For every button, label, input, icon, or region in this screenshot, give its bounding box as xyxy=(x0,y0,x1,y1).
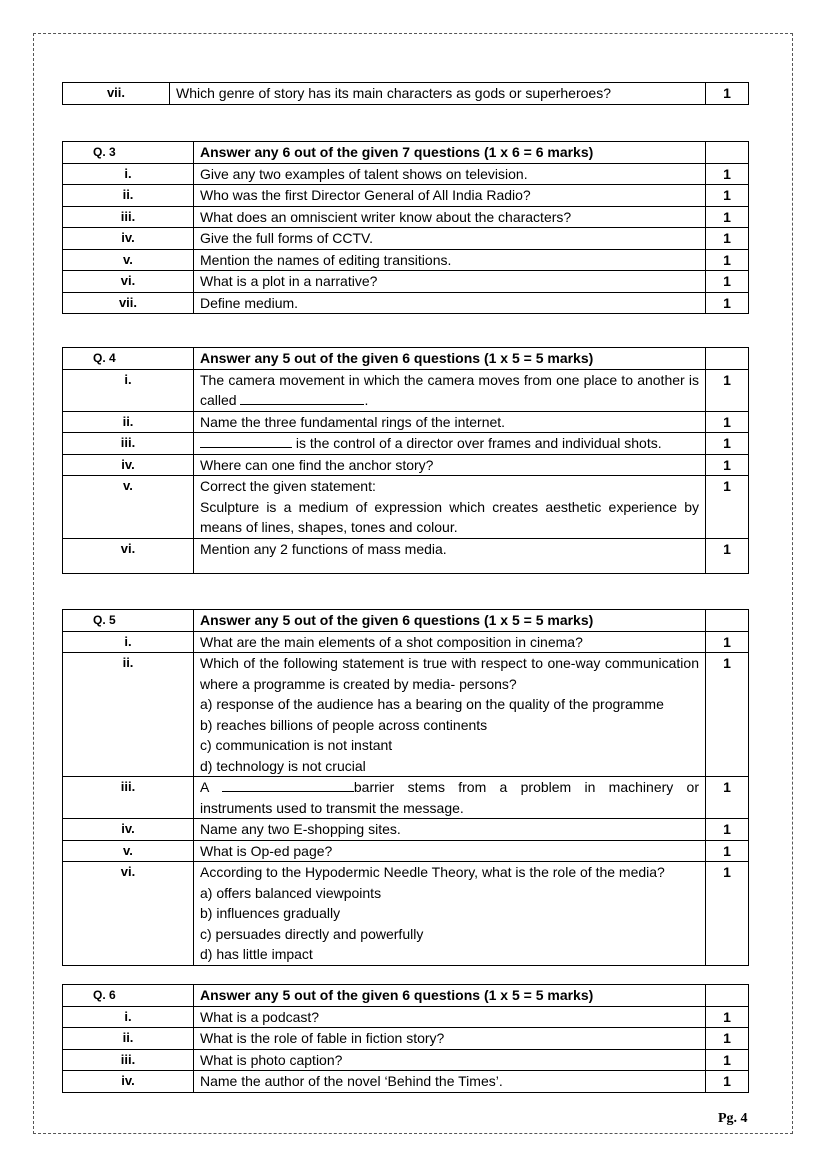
question-text: Give the full forms of CCTV. xyxy=(194,228,706,250)
question-stem: Which of the following statement is true with respect to one-way communication where a programme is created by media- persons? xyxy=(200,655,699,692)
question-number: i. xyxy=(63,631,194,653)
question-number: v. xyxy=(63,249,194,271)
table-row xyxy=(63,631,749,653)
question-number: iii. xyxy=(63,206,194,228)
question-mark: 1 xyxy=(706,454,749,476)
question-number: vi. xyxy=(63,271,194,293)
question-mark: 1 xyxy=(706,163,749,185)
table-row xyxy=(63,1071,749,1093)
question-text: Give any two examples of talent shows on television. xyxy=(194,163,706,185)
question-text-part: Correct the given statement: xyxy=(200,478,376,494)
question-number: ii. xyxy=(63,653,194,777)
question-number: ii. xyxy=(63,411,194,433)
section-label: Q. 5 xyxy=(63,610,194,632)
question-mark: 1 xyxy=(706,83,749,105)
question-mark: 1 xyxy=(706,292,749,314)
question-statement: Sculpture is a medium of expression which creates aesthetic experience by means of lines, shapes, tones and colour. xyxy=(200,498,699,535)
section-label: Q. 6 xyxy=(63,985,194,1007)
question-mark: 1 xyxy=(706,206,749,228)
question-mark: 1 xyxy=(706,777,749,819)
section-heading: Answer any 6 out of the given 7 questions (1 x 6 = 6 marks) xyxy=(194,142,706,164)
question-mark: 1 xyxy=(706,1071,749,1093)
question-number: vii. xyxy=(63,292,194,314)
question-text: What does an omniscient writer know about the characters? xyxy=(194,206,706,228)
table-row xyxy=(63,83,749,105)
question-mark: 1 xyxy=(706,1049,749,1071)
fill-in-blank xyxy=(240,392,364,405)
section-header xyxy=(63,142,749,164)
table-row xyxy=(63,292,749,314)
question-text: What are the main elements of a shot composition in cinema? xyxy=(194,631,706,653)
empty-mark-cell xyxy=(706,142,749,164)
question-text-part: . xyxy=(364,392,369,408)
question-text: Which genre of story has its main characters as gods or superheroes? xyxy=(170,83,706,105)
question-number: iii. xyxy=(63,777,194,819)
question-mark: 1 xyxy=(706,271,749,293)
section-header xyxy=(63,610,749,632)
question-text: Name any two E-shopping sites. xyxy=(194,819,706,841)
question-mark: 1 xyxy=(706,249,749,271)
empty-mark-cell xyxy=(706,610,749,632)
question-mark: 1 xyxy=(706,411,749,433)
question-number: vi. xyxy=(63,862,194,966)
question-mark: 1 xyxy=(706,631,749,653)
answer-option: d) technology is not crucial xyxy=(200,757,366,774)
table-row xyxy=(63,1028,749,1050)
question-number: iv. xyxy=(63,454,194,476)
answer-option: b) reaches billions of people across continents xyxy=(200,716,488,733)
table-row xyxy=(63,777,749,819)
question-text: Where can one find the anchor story? xyxy=(194,454,706,476)
table-row xyxy=(63,819,749,841)
question-mark: 1 xyxy=(706,819,749,841)
question-number: iii. xyxy=(63,433,194,455)
answer-option: d) has little impact xyxy=(200,946,313,962)
answer-option: c) persuades directly and powerfully xyxy=(200,925,424,942)
table-row xyxy=(63,538,749,573)
question-mark: 1 xyxy=(706,538,749,573)
question-text: Define medium. xyxy=(194,292,706,314)
question-text: What is photo caption? xyxy=(194,1049,706,1071)
question-text-part: is the control of a director over frames and individual shots. xyxy=(295,435,662,451)
question-text-part: A xyxy=(200,779,209,795)
table-row xyxy=(63,1049,749,1071)
question-text: Name the author of the novel ‘Behind the Times’. xyxy=(194,1071,706,1093)
table-row xyxy=(63,1006,749,1028)
question-mark: 1 xyxy=(706,476,749,539)
answer-option: b) influences gradually xyxy=(200,905,341,921)
question-number: iv. xyxy=(63,819,194,841)
table-row xyxy=(63,433,749,455)
question-text xyxy=(194,653,706,777)
question-text: What is a podcast? xyxy=(194,1006,706,1028)
question-text: Who was the first Director General of All India Radio? xyxy=(194,185,706,207)
question-number: iv. xyxy=(63,228,194,250)
section-heading: Answer any 5 out of the given 6 questions (1 x 5 = 5 marks) xyxy=(194,985,706,1007)
table-row xyxy=(63,653,749,777)
question-mark: 1 xyxy=(706,433,749,455)
q3-table xyxy=(62,141,749,314)
question-text-part: barrier stems from a problem in machinery or instruments used to transmit the message. xyxy=(200,779,700,816)
answer-option: c) communication is not instant xyxy=(200,737,393,753)
question-number: iii. xyxy=(63,1049,194,1071)
question-text: What is Op-ed page? xyxy=(194,840,706,862)
table-row xyxy=(63,369,749,411)
fill-in-blank xyxy=(200,435,292,448)
answer-option: a) response of the audience has a bearing on the quality of the programme xyxy=(200,696,664,712)
q6-table xyxy=(62,984,749,1093)
table-row xyxy=(63,476,749,539)
table-row xyxy=(63,249,749,271)
question-number: ii. xyxy=(63,185,194,207)
question-number: v. xyxy=(63,476,194,539)
question-stem: According to the Hypodermic Needle Theory, what is the role of the media? xyxy=(200,864,665,880)
question-number: i. xyxy=(63,163,194,185)
table-row xyxy=(63,228,749,250)
table-row xyxy=(63,411,749,433)
question-number: i. xyxy=(63,1006,194,1028)
section-label: Q. 4 xyxy=(63,348,194,370)
section-header xyxy=(63,348,749,370)
question-number: vii. xyxy=(63,83,170,105)
question-mark: 1 xyxy=(706,1006,749,1028)
question-text: Mention any 2 functions of mass media. xyxy=(194,538,706,573)
q2-table xyxy=(62,82,749,105)
q5-table xyxy=(62,609,749,966)
question-number: v. xyxy=(63,840,194,862)
empty-mark-cell xyxy=(706,348,749,370)
table-row xyxy=(63,271,749,293)
table-row xyxy=(63,840,749,862)
q4-table xyxy=(62,347,749,574)
question-text xyxy=(194,862,706,966)
question-text-part: The camera movement in which the camera moves from one place to another is called xyxy=(200,371,699,408)
question-text: What is a plot in a narrative? xyxy=(194,271,706,293)
question-text xyxy=(194,369,706,411)
section-heading: Answer any 5 out of the given 6 questions (1 x 5 = 5 marks) xyxy=(194,610,706,632)
table-row xyxy=(63,862,749,966)
question-mark: 1 xyxy=(706,840,749,862)
question-text: Mention the names of editing transitions. xyxy=(194,249,706,271)
table-row xyxy=(63,206,749,228)
question-number: iv. xyxy=(63,1071,194,1093)
table-row xyxy=(63,454,749,476)
question-mark: 1 xyxy=(706,369,749,411)
question-mark: 1 xyxy=(706,1028,749,1050)
question-text xyxy=(194,777,706,819)
page-number: Pg. 4 xyxy=(718,1111,748,1126)
question-text xyxy=(194,476,706,539)
question-text: Name the three fundamental rings of the internet. xyxy=(194,411,706,433)
question-mark: 1 xyxy=(706,185,749,207)
question-mark: 1 xyxy=(706,653,749,777)
section-label: Q. 3 xyxy=(63,142,194,164)
answer-option: a) offers balanced viewpoints xyxy=(200,884,382,901)
empty-mark-cell xyxy=(706,985,749,1007)
question-number: ii. xyxy=(63,1028,194,1050)
question-mark: 1 xyxy=(706,862,749,966)
question-text: What is the role of fable in fiction story? xyxy=(194,1028,706,1050)
question-mark: 1 xyxy=(706,228,749,250)
table-row xyxy=(63,185,749,207)
table-row xyxy=(63,163,749,185)
question-text xyxy=(194,433,706,455)
fill-in-blank xyxy=(222,779,354,792)
question-number: vi. xyxy=(63,538,194,573)
question-number: i. xyxy=(63,369,194,411)
section-header xyxy=(63,985,749,1007)
section-heading: Answer any 5 out of the given 6 questions (1 x 5 = 5 marks) xyxy=(194,348,706,370)
